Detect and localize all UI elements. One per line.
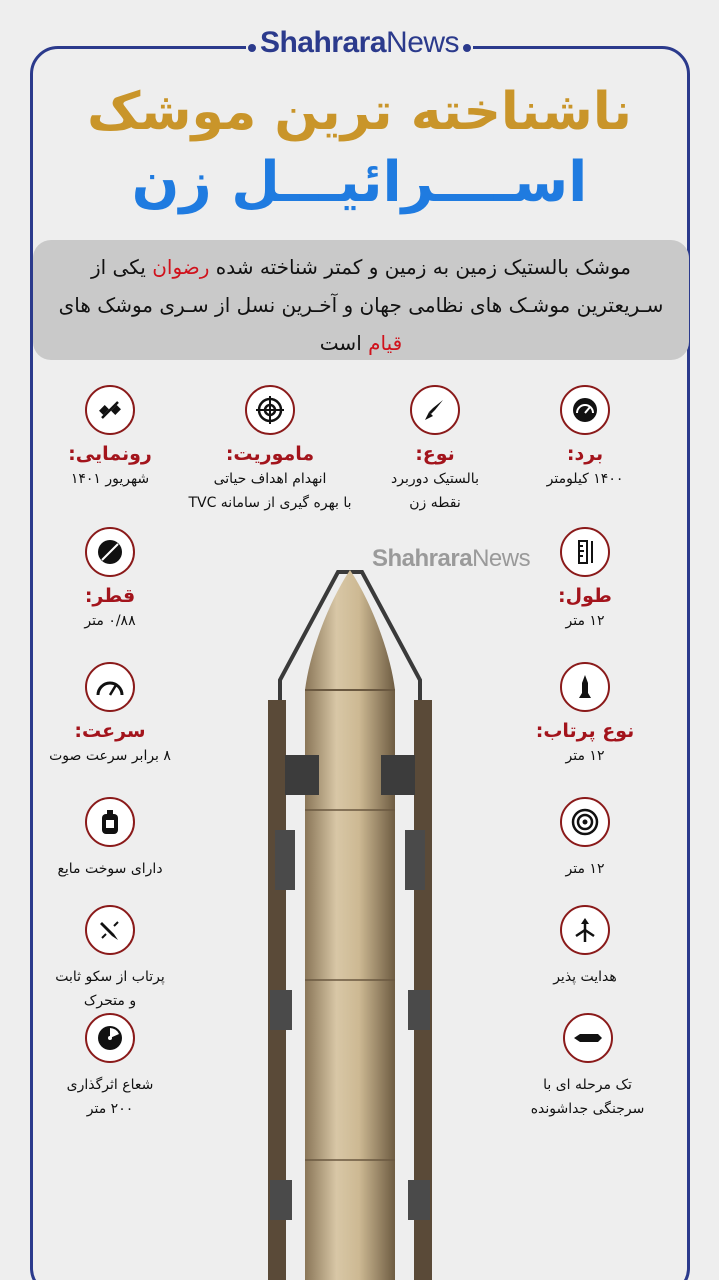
crosshair-icon [245,385,295,435]
feature-diameter: قطر: ۰/۸۸ متر [45,527,175,633]
rocket-illustration [250,560,450,1280]
intro-highlight-rezvan: رضوان [152,255,210,279]
radar-target-icon [560,797,610,847]
intro-text: موشک بالستیک زمین به زمین و کمتر شناخته شده [209,255,632,279]
brand-light: News [386,26,460,59]
missile-icon [560,662,610,712]
warhead-icon [563,1013,613,1063]
feature-blast-radius: شعاع اثرگذاری ۲۰۰ متر [40,1013,180,1121]
intro-text-3: است [319,331,369,355]
rocket-icon [410,385,460,435]
page-title-line1: ناشناخته ترین موشک [87,82,632,142]
intro-box [33,240,689,360]
page-title-line2: اســــرائیـــل زن [131,150,588,215]
feature-mission: ماموریت: انهدام اهداف حیاتی با بهره گیری از سامانه TVC [165,385,375,515]
blast-radius-icon [85,1013,135,1063]
feature-stage: تک مرحله ای با سرجنگی جداشونده [505,1013,670,1121]
brand-header [0,26,719,60]
feature-speed: سرعت: ۸ برابر سرعت صوت [30,662,190,768]
feature-fuel: دارای سوخت مایع [35,797,185,881]
fuel-tank-icon [85,797,135,847]
speedometer-icon [560,385,610,435]
branching-arrows-icon [560,905,610,955]
feature-cep: ۱۲ متر [535,797,635,881]
intro-text-2: یکی از سـریعترین موشـک های نظامی جهان و آخـرین نسل از سـری موشک های [58,255,664,317]
feature-type: نوع: بالستیک دوربرد نقطه زن [365,385,505,515]
watermark: ShahraraNews [372,545,531,572]
feature-launcher: پرتاب از سکو ثابت و متحرک [30,905,190,1013]
brand-logo [246,26,473,60]
feature-launch-type: نوع پرتاب: ۱۲ متر [530,662,640,768]
feature-length: طول: ۱۲ متر [535,527,635,633]
gauge-icon [85,662,135,712]
missile-launch-icon [85,905,135,955]
feature-unveil: رونمایی: شهریور ۱۴۰۱ [45,385,175,491]
brand-bold: Shahrara [259,26,387,59]
intro-highlight-qiam: قیام [368,331,403,355]
diameter-icon [85,527,135,577]
feature-guidance: هدایت پذیر [535,905,635,989]
ruler-icon [560,527,610,577]
feature-range: برد: ۱۴۰۰ کیلومتر [535,385,635,491]
satellite-icon [85,385,135,435]
